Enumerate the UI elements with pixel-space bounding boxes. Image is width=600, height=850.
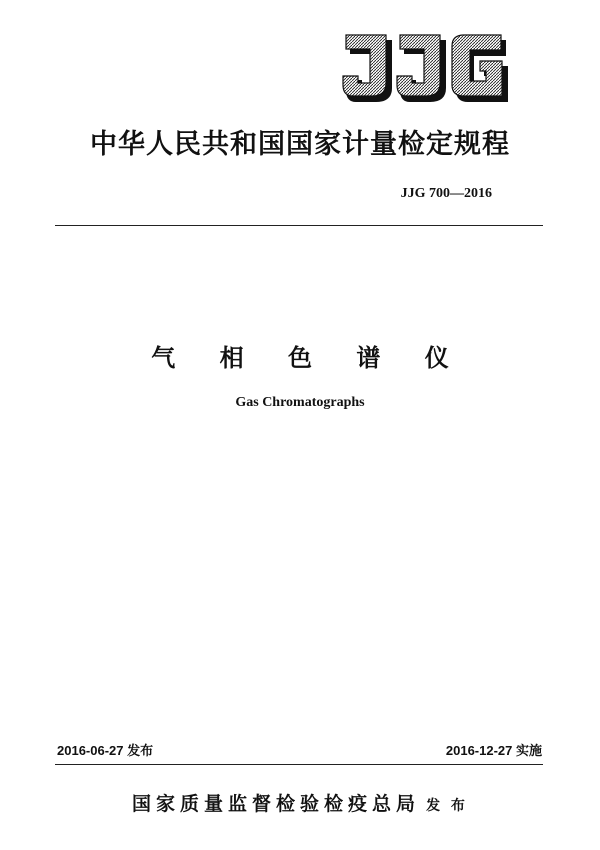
issuing-authority-title: 中华人民共和国国家计量检定规程 <box>90 129 510 160</box>
issuer-suffix: 发 布 <box>426 798 468 814</box>
effective-date: 2016-12-27 实施 <box>445 743 542 758</box>
document-title-chinese: 气 相 色 谱 仪 <box>151 344 467 372</box>
document-title-english: Gas Chromatographs <box>235 395 365 410</box>
issuer-line <box>0 789 600 816</box>
issuer-name: 国家质量监督检验检疫总局 <box>132 793 421 815</box>
top-divider <box>55 225 543 226</box>
issue-date: 2016-06-27 发布 <box>57 743 154 758</box>
regulation-code: JJG 700—2016 <box>400 186 492 201</box>
bottom-divider <box>55 764 543 765</box>
jjg-logo <box>340 30 515 105</box>
